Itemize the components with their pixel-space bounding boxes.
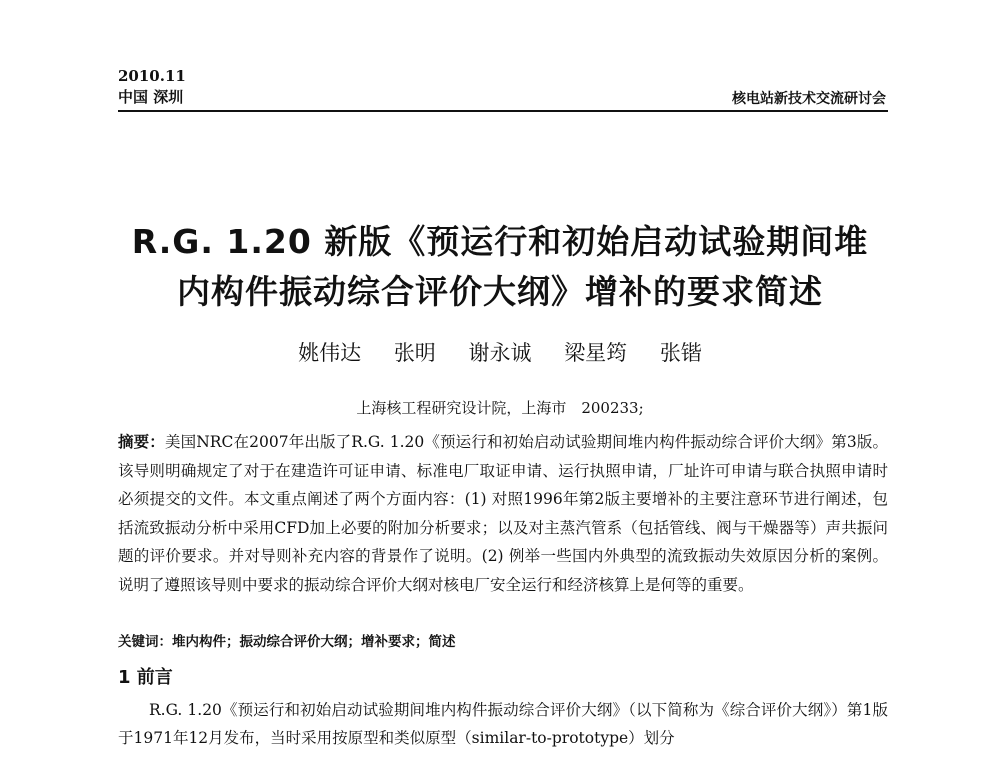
abstract-text: 美国NRC在2007年出版了R.G. 1.20《预运行和初始启动试验期间堆内构件振动综合评价大纲》第3版。该导则明确规定了对于在建造许可证申请、标准电厂取证申请、运行执照申请，厂址许可申请与联合执照申请时必须提交的文件。本文重点阐述了两个方面内容：(1) 对照1996年第2版主要增补的主要注意环节进行阐述，包括流致振动分析中采用CFD加上必要的附加分析要求；以及对主蒸汽管系（包括管线、阀与干燥器等）声共振问题的评价要求。并对导则补充内容的背景作了说明。(2) 例举一些国内外典型的流致振动失效原因分析的案例。说明了遵照该导则中要求的振动综合评价大纲对核电厂安全运行和经济核算上是何等的重要。	[118, 433, 888, 594]
header-date: 2010.11	[118, 67, 186, 85]
title-line-1: R.G. 1.20 新版《预运行和初始启动试验期间堆	[131, 222, 869, 261]
header-conference: 核电站新技术交流研讨会	[732, 91, 886, 107]
section-body: R.G. 1.20《预运行和初始启动试验期间堆内构件振动综合评价大纲》（以下简称为《综合评价大纲》）第1版于1971年12月发布，当时采用按原型和类似原型（similar-to-prototype）划分	[118, 701, 888, 747]
author-name: 姚伟达	[298, 341, 362, 365]
author-name: 谢永诚	[468, 341, 532, 365]
header-rule	[118, 110, 888, 112]
paper-title	[0, 217, 1000, 317]
author-name: 张锴	[659, 341, 702, 365]
abstract	[118, 428, 888, 600]
author-name: 张明	[393, 341, 436, 365]
author-name: 梁星筠	[564, 341, 628, 365]
affiliation: 上海核工程研究设计院，上海市 200233;	[356, 399, 644, 417]
section-heading: 1 前言	[118, 667, 173, 688]
author-list	[0, 337, 1000, 367]
page-header-left	[118, 66, 186, 108]
header-location: 中国 深圳	[118, 88, 184, 106]
keywords: 关键词：堆内构件；振动综合评价大纲；增补要求；简述	[118, 634, 456, 650]
abstract-label: 摘要：	[118, 433, 165, 451]
title-line-2: 内构件振动综合评价大纲》增补的要求简述	[177, 272, 823, 311]
